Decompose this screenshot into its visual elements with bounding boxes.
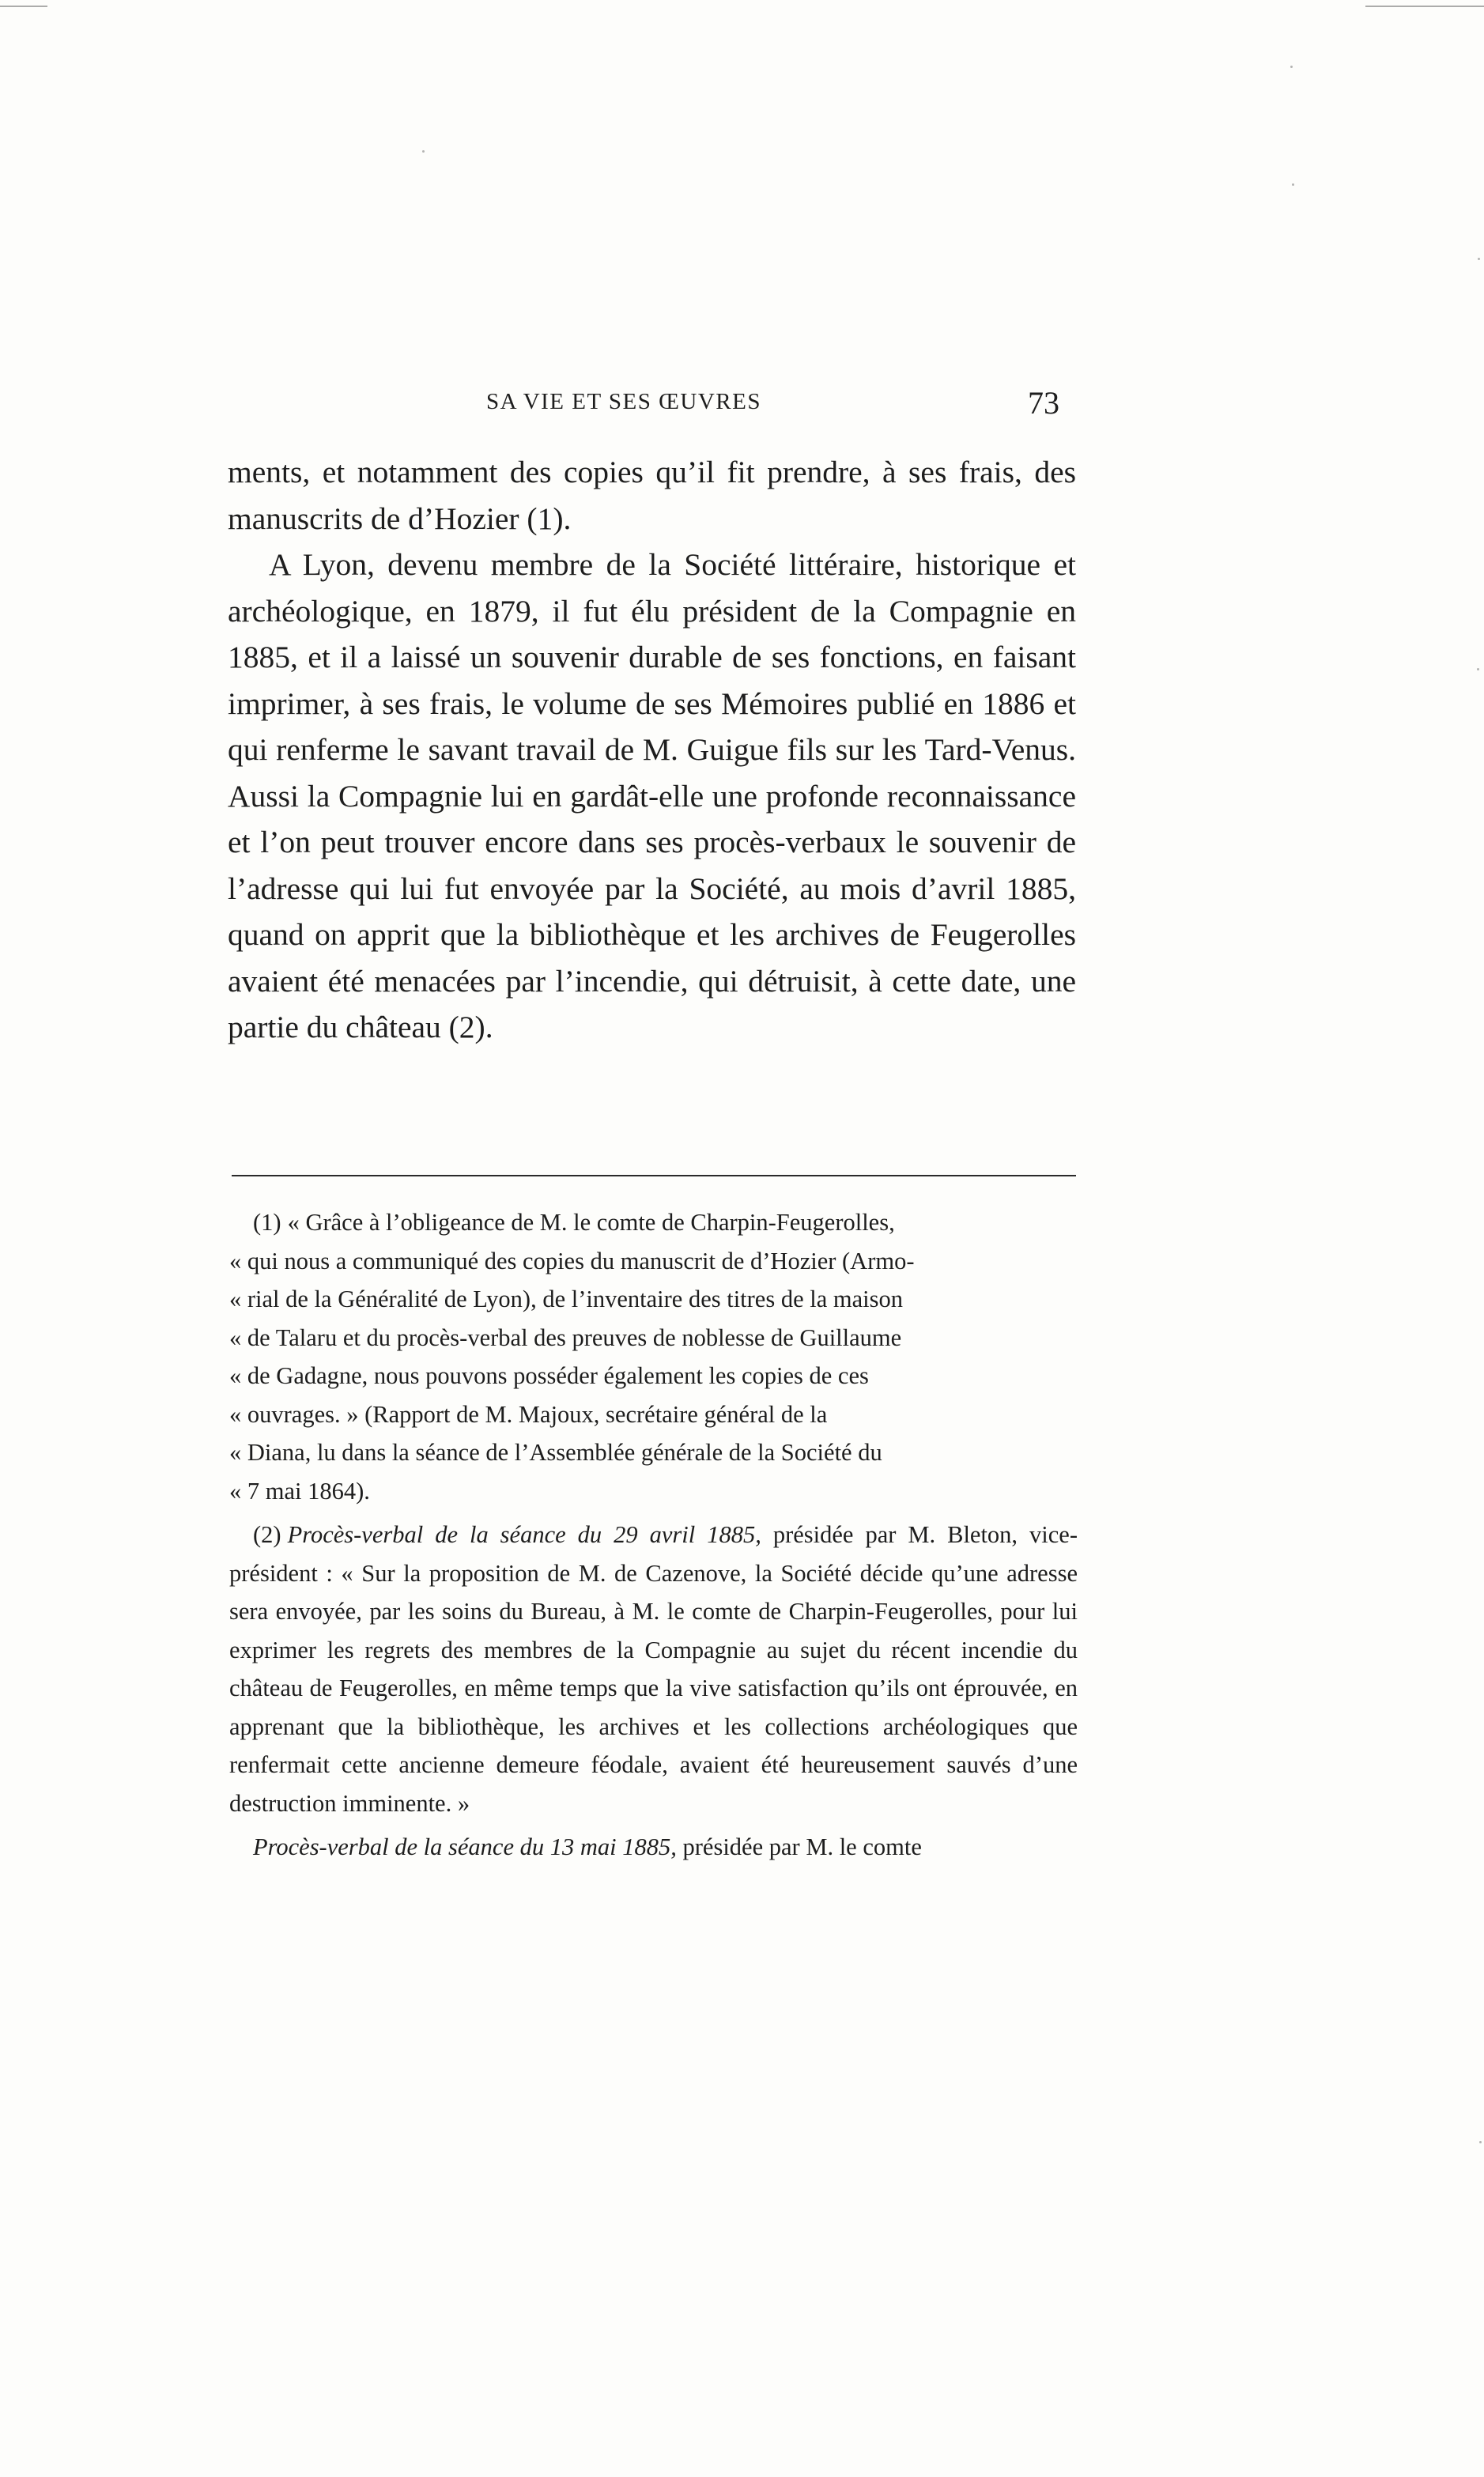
footnote-3-text: présidée par M. le comte [676, 1833, 922, 1860]
scan-edge-mark-left [0, 6, 47, 7]
footnote-2-text: présidée par M. Bleton, vice-président : « Sur la proposition de M. de Cazenove, la Société décide qu’une adresse sera envoyée, par les soins du Bureau, à M. le comte de Charpin-Feugerolles, pour lui exprimer les regrets des membres de la Compagnie au sujet du récent incendie du château de Feugerolles, en même temps que la vive satisfaction qu’ils ont éprouvée, en apprenant que la bibliothèque, les archives et les collections archéologiques que renfermait cette ancienne demeure féodale, avaient été heureusement sauvés d’une destruction imminente. » [229, 1521, 1078, 1817]
footnote-1-line-5: « de Gadagne, nous pouvons posséder également les copies de ces [229, 1362, 869, 1389]
main-text [228, 449, 1076, 1051]
scan-speck [1292, 183, 1294, 186]
footnote-2 [229, 1516, 1078, 1822]
footnote-2-marker: (2) [253, 1521, 281, 1548]
scan-speck [1478, 258, 1480, 260]
footnote-1-line-4: « de Talaru et du procès-verbal des preuves de noblesse de Guillaume [229, 1323, 902, 1351]
scan-edge-mark-right [1365, 6, 1484, 7]
page-number: 73 [1028, 385, 1059, 421]
footnote-3-title: Procès-verbal de la séance du 13 mai 1885, [253, 1833, 677, 1860]
footnote-1-line-8: « 7 mai 1864). [229, 1477, 370, 1505]
footnote-3 [229, 1828, 1078, 1867]
footnote-1-line-2: « qui nous a communiqué des copies du manuscrit de d’Hozier (Armo- [229, 1247, 915, 1274]
running-head-title: SA VIE ET SES ŒUVRES [486, 389, 761, 414]
footnote-1-line-6: « ouvrages. » (Rapport de M. Majoux, secrétaire général de la [229, 1400, 828, 1428]
footnote-separator [232, 1175, 1076, 1176]
body-paragraph-1: ments, et notamment des copies qu’il fit prendre, à ses frais, des manuscrits de d’Hozier (1). [228, 455, 1076, 536]
scan-speck [1479, 2141, 1482, 2143]
footnote-1-marker: (1) [253, 1209, 281, 1236]
footnote-1-line-3: « rial de la Généralité de Lyon), de l’inventaire des titres de la maison [229, 1286, 903, 1312]
footnote-2-title: Procès-verbal de la séance du 29 avril 1885, [287, 1521, 761, 1548]
scan-speck [422, 150, 425, 153]
footnotes [229, 1203, 1078, 1867]
running-head [229, 385, 1083, 429]
footnote-1-line-7: « Diana, lu dans la séance de l’Assemblée générale de la Société du [229, 1439, 882, 1466]
scan-speck [1290, 66, 1293, 68]
footnote-1 [229, 1203, 1078, 1510]
body-paragraph-2: A Lyon, devenu membre de la Société littéraire, historique et archéologique, en 1879, il fut élu président de la Compagnie en 1885, et il a laissé un souvenir durable de ses fonctions, en faisant imprimer, à ses frais, le volume de ses Mémoires publié en 1886 et qui renferme le savant travail de M. Guigue fils sur les Tard-Venus. Aussi la Compagnie lui en gardât-elle une profonde reconnaissance et l’on peut trouver encore dans ses procès-verbaux le souvenir de l’adresse qui lui fut envoyée par la Société, au mois d’avril 1885, quand on apprit que la bibliothèque et les archives de Feugerolles avaient été menacées par l’incendie, qui détruisit, à cette date, une partie du château (2). [228, 547, 1076, 1044]
footnote-1-line-1: (1) « Grâce à l’obligeance de M. le comte de Charpin-Feugerolles, [253, 1209, 895, 1236]
scan-speck [1477, 668, 1479, 670]
